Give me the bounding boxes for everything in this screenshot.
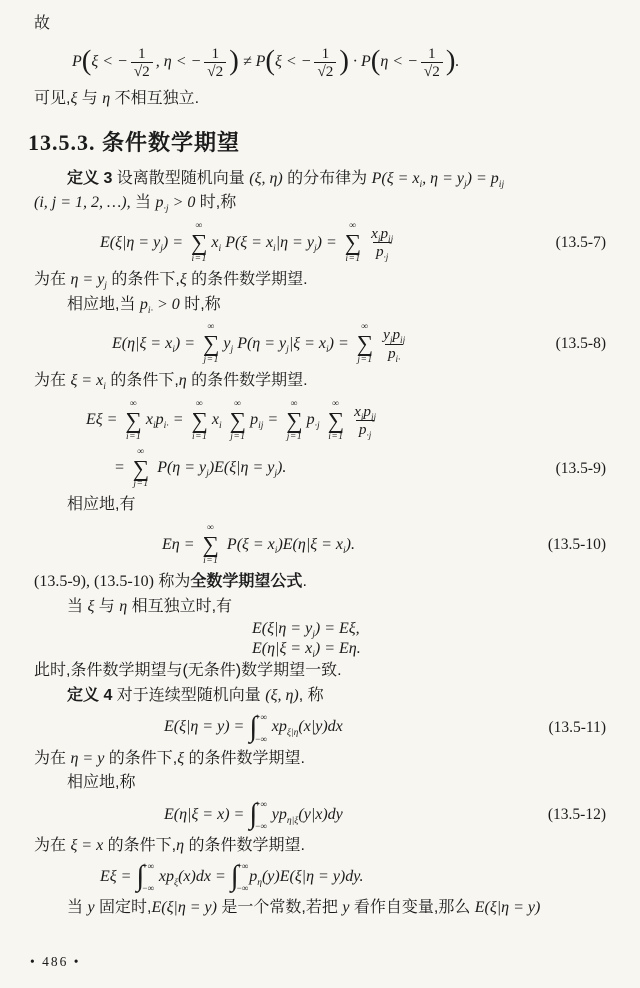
formula-13-5-8-math: $E(\eta|\xi = x_i)$ = ∞ ∑ j=1 $y_j$ $P(\eta = y_j|\xi = x_i)$ = ∞ ∑ j=1 $\frac{y_jp_{ij}}{p_{i\cdot}}$ [112, 335, 411, 352]
paragraph-wei8: 为在 $\xi = x_i$ 的条件下,η 的条件数学期望. [34, 372, 308, 393]
paragraph-def4: 定义 4 对于连续型随机向量 (ξ, η), 称 [67, 687, 324, 705]
formula-13-5-11-math: E(ξ|η = y) = ∫ +∞ −∞ $xp_{\xi|\eta}(x|y)dx$ [164, 710, 343, 744]
paragraph-def3-line2: (i, j = 1, 2, …), 当 $p_{\cdot j} > 0$ 时,称 [34, 194, 237, 215]
fraction: $\frac{y_jp_{ij}}{p_{i\cdot}}$ [383, 326, 406, 364]
formula-13-5-9-line2-math: = ∞ ∑ j=1 $P(\eta = y_j)E(\xi|\eta = y_j)$. [114, 446, 287, 490]
summation-operator: ∞ ∑ j=1 [132, 446, 150, 490]
formula-13-5-7 [34, 218, 612, 268]
summation-operator: ∞ ∑ j=1 [286, 398, 303, 442]
paragraph-xiangying2: 相应地,有 [67, 496, 136, 514]
formula-13-5-8 [34, 319, 612, 369]
formula-total-expectation-continuous [34, 858, 612, 896]
integral-operator: ∫ +∞ −∞ [230, 860, 249, 894]
summation-operator: ∞ ∑ j=1 [229, 398, 247, 442]
fraction: $\frac{1}{√2}$ [421, 45, 443, 81]
formula-13-5-11 [34, 709, 612, 747]
formula-13-5-10 [34, 520, 612, 570]
summation-operator: ∞ ∑ j=1 [356, 322, 374, 366]
page-number: • 486 • [30, 954, 81, 969]
paragraph-wei7: 为在 $\eta = y_j$ 的条件下,ξ 的条件数学期望. [34, 270, 308, 291]
summation-operator: ∞ ∑ i=1 [191, 221, 208, 264]
integral-operator: ∫ +∞ −∞ [249, 710, 267, 744]
formula-independent-xi [34, 619, 612, 639]
formula-13-5-12 [34, 796, 612, 834]
paragraph-duli: 当 ξ 与 η 相互独立时,有 [67, 597, 233, 615]
equation-number-13-5-7: (13.5-7) [555, 233, 606, 251]
formula-13-5-9-line2 [34, 445, 612, 494]
paragraph-wei11: 为在 η = y 的条件下,ξ 的条件数学期望. [34, 749, 305, 767]
equation-number-13-5-10: (13.5-10) [547, 535, 606, 553]
fraction: $\frac{x_ip_{ij}}{p_{\cdot j}}$ [371, 225, 394, 263]
paragraph-final: 当 y 固定时,E(ξ|η = y) 是一个常数,若把 y 看作自变量,那么 E(ξ|η = y) [67, 899, 541, 917]
integral-operator: ∫ +∞ −∞ [136, 860, 154, 894]
section-heading: 13.5.3. 条件数学期望 [28, 129, 241, 155]
paragraph-cishi: 此时,条件数学期望与(无条件)数学期望一致. [34, 662, 342, 680]
formula-independent-eta [34, 639, 612, 659]
equation-number-13-5-11: (13.5-11) [548, 718, 606, 736]
paragraph-def3-line1: 定义 3 设离散型随机向量 (ξ, η) 的分布律为 $P(\xi = x_i$, $\eta = y_j) = p_{ij}$ [67, 169, 505, 190]
paragraph-wei12: 为在 ξ = x 的条件下,η 的条件数学期望. [34, 836, 305, 854]
formula-13-5-9-line1-math: Eξ = ∞ ∑ i=1 $x_ip_{i\cdot}$ = ∞ ∑ i=1 $x_i$ ∞ ∑ j=1 $p_{ij}$ = ∞ ∑ j=1 $p_{\cdot j}$ ∞ ∑ i=1 $\frac{x_ip_{ij}}{p_{\cdot j}}$ [86, 411, 382, 428]
fraction: $\frac{x_ip_{ij}}{p_{\cdot j}}$ [354, 402, 377, 441]
paragraph-kejian: 可见,ξ 与 η 不相互独立. [34, 89, 200, 107]
fraction: $\frac{1}{√2}$ [314, 45, 336, 81]
paragraph-xiangying3: 相应地,称 [67, 774, 136, 792]
formula-independent-xi-math: $E(\xi|\eta = y_j) = E\xi$, [252, 620, 360, 641]
equation-number-13-5-8: (13.5-8) [555, 335, 606, 353]
fraction: $\frac{1}{√2}$ [131, 45, 153, 81]
formula-independence-check [34, 41, 612, 87]
equation-number-13-5-12: (13.5-12) [547, 805, 606, 823]
paragraph-gu: 故 [34, 15, 51, 32]
formula-13-5-7-math: $E(\xi|\eta = y_j)$ = ∞ ∑ i=1 $x_i$ $P(\xi = x_i|\eta = y_j)$ = ∞ ∑ i=1 $\frac{x_ip_{ij}}{p_{\cdot j}}$ [100, 234, 399, 251]
summation-operator: ∞ ∑ i=1 [327, 398, 345, 442]
summation-operator: ∞ ∑ i=1 [344, 221, 362, 264]
paragraph-xiangying1: 相应地,当 $p_{i\cdot} > 0$ 时,称 [67, 295, 221, 316]
formula-independent-eta-math: $E(\eta|\xi = x_i) = E\eta$. [252, 640, 361, 661]
paragraph-quangongshi: (13.5-9), (13.5-10) 称为全数学期望公式. [34, 572, 307, 590]
summation-operator: ∞ ∑ j=1 [203, 322, 220, 366]
summation-operator: ∞ ∑ i=1 [191, 398, 208, 442]
formula-independence-check-math: P(ξ < − $\frac{1}{√2}$ , η < − $\frac{1}{√2}$ ) ≠ P(ξ < − $\frac{1}{√2}$ ) · P(η < − $\frac{1}{√2}$ ). [72, 44, 460, 81]
formula-13-5-10-math: Eη = ∞ ∑ i=1 $P(\xi = x_i)E(\eta|\xi = x_i)$. [162, 523, 355, 566]
formula-13-5-9-line1 [34, 396, 612, 445]
summation-operator: ∞ ∑ i=1 [202, 523, 219, 566]
formula-total-expectation-continuous-math: Eξ = ∫ +∞ −∞ $xp_\xi(x)dx$ = ∫ +∞ −∞ $p_\eta(y)E(\xi|\eta = y)dy$. [100, 860, 364, 894]
integral-operator: ∫ +∞ −∞ [249, 798, 267, 831]
formula-13-5-12-math: E(η|ξ = x) = ∫ +∞ −∞ $yp_{\eta|\xi}(y|x)dy$ [164, 798, 343, 831]
summation-operator: ∞ ∑ i=1 [125, 398, 142, 442]
equation-number-13-5-9: (13.5-9) [555, 459, 606, 477]
fraction: $\frac{1}{√2}$ [204, 45, 226, 81]
